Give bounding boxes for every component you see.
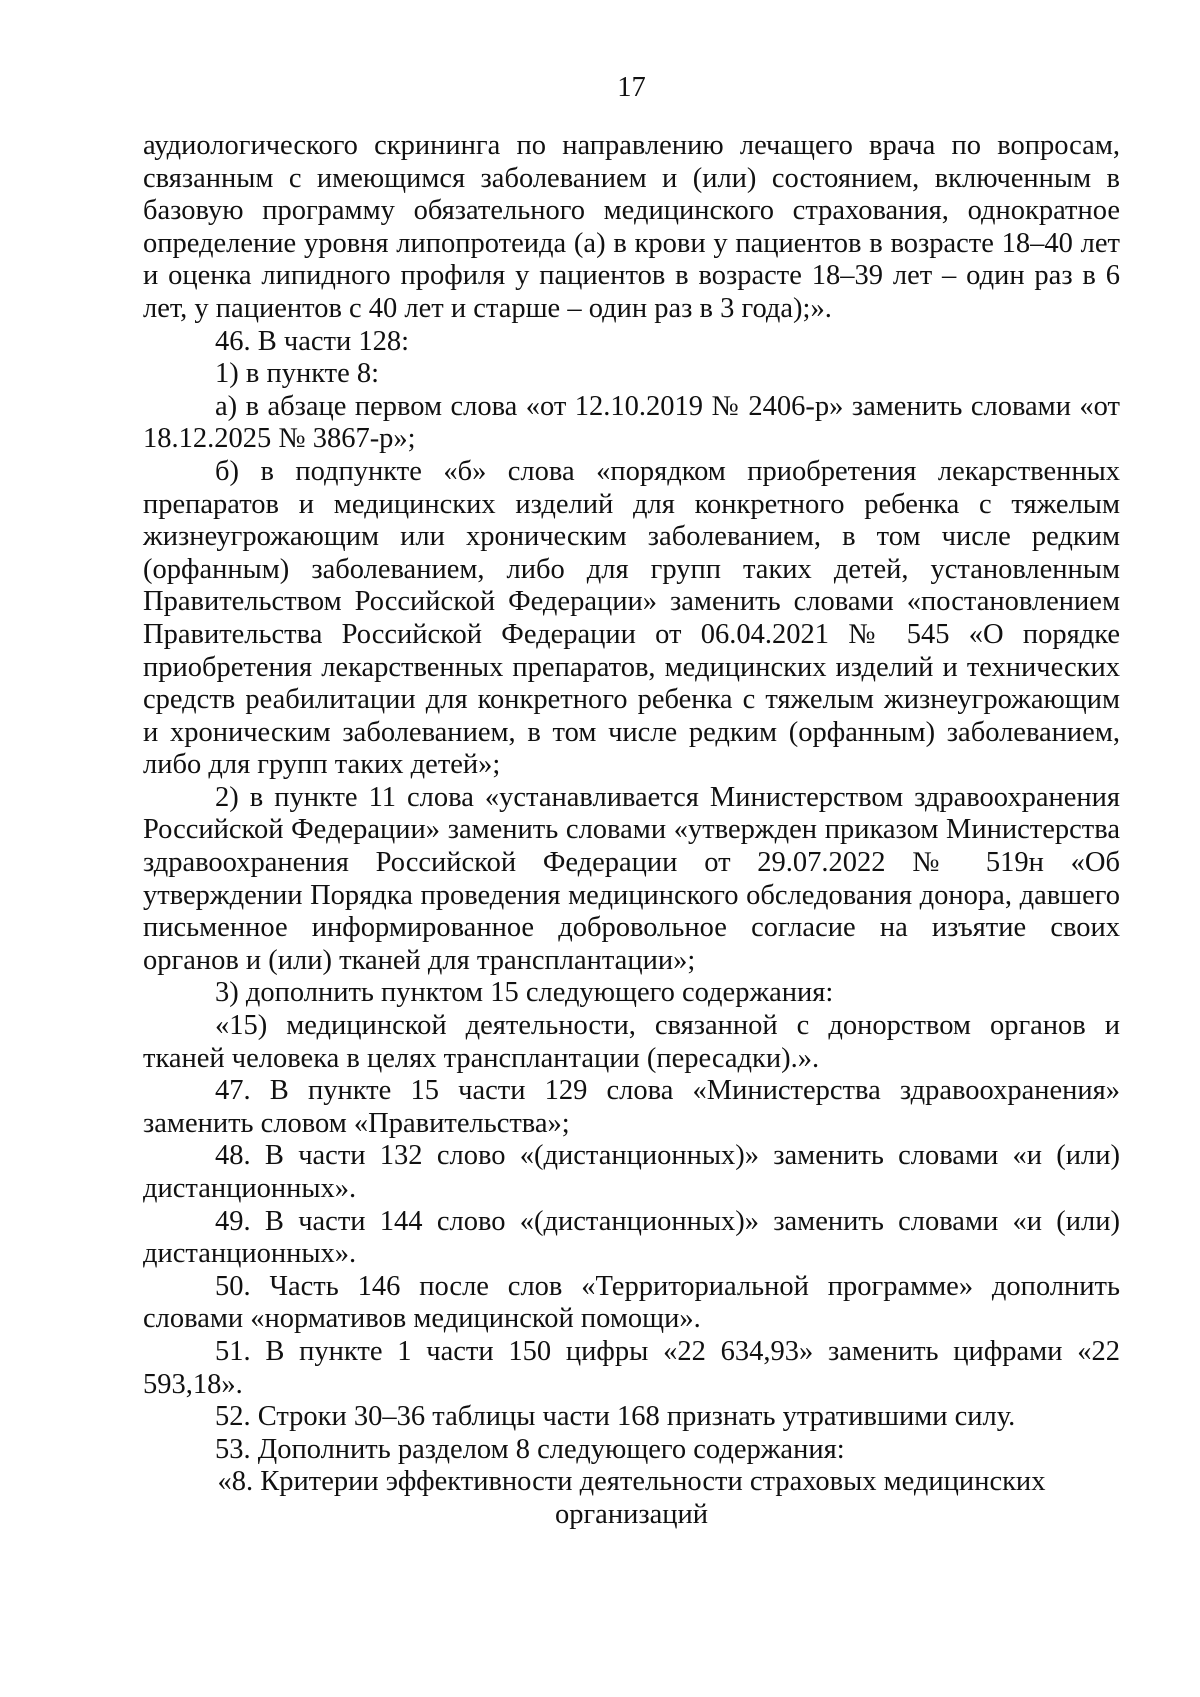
document-body bbox=[143, 130, 1120, 1532]
paragraph-subitem-a: а) в абзаце первом слова «от 12.10.2019 № 2406-р» заменить словами «от 18.12.2025 № 3867-р»; bbox=[143, 390, 1120, 455]
paragraph-item-51: 51. В пункте 1 части 150 цифры «22 634,93» заменить цифрами «22 593,18». bbox=[143, 1335, 1120, 1400]
paragraph-item-49: 49. В части 144 слово «(дистанционных)» заменить словами «и (или) дистанционных». bbox=[143, 1205, 1120, 1270]
paragraph-subitem-2: 2) в пункте 11 слова «устанавливается Министерством здравоохранения Российской Федерации» заменить словами «утвержден приказом Министерства здравоохранения Российской Федерации от 29.07.2022 № 519н «Об утверждении Порядка проведения медицинского обследования донора, давшего письменное информированное добровольное согласие на изъятие своих органов и (или) тканей для трансплантации»; bbox=[143, 781, 1120, 976]
paragraph-item-48: 48. В части 132 слово «(дистанционных)» заменить словами «и (или) дистанционных». bbox=[143, 1140, 1120, 1204]
paragraph-quote-15: «15) медицинской деятельности, связанной с донорством органов и тканей человека в целях трансплантации (пересадки).». bbox=[143, 1010, 1120, 1074]
paragraph-item-53: 53. Дополнить разделом 8 следующего содержания: bbox=[215, 1433, 845, 1465]
paragraph-item-46: 46. В части 128: bbox=[215, 325, 410, 357]
paragraph-continuation: аудиологического скрининга по направлению лечащего врача по вопросам, связанным с имеющимся заболеванием и (или) состоянием, включенным в базовую программу обязательного медицинского страхования, однократное определение уровня липопротеида (а) в крови у пациентов в возрасте 18–40 лет и оценка липидного профиля у пациентов в возрасте 18–39 лет – один раз в 6 лет, у пациентов с 40 лет и старше – один раз в 3 года);». bbox=[143, 130, 1120, 324]
section-heading-line-2: организаций bbox=[554, 1498, 708, 1530]
section-heading-line-1: «8. Критерии эффективности деятельности страховых медицинских bbox=[217, 1466, 1046, 1498]
paragraph-item-52: 52. Строки 30–36 таблицы части 168 признать утратившими силу. bbox=[215, 1401, 1016, 1433]
paragraph-item-50: 50. Часть 146 после слов «Территориальной программе» дополнить словами «нормативов медицинской помощи». bbox=[143, 1270, 1120, 1335]
paragraph-item-47: 47. В пункте 15 части 129 слова «Министерства здравоохранения» заменить словом «Правительства»; bbox=[143, 1075, 1120, 1139]
paragraph-subitem-3: 3) дополнить пунктом 15 следующего содержания: bbox=[215, 977, 834, 1009]
paragraph-subitem-b: б) в подпункте «б» слова «порядком приобретения лекарственных препаратов и медицинских изделий для конкретного ребенка с тяжелым жизнеугрожающим или хроническим заболеванием, в том числе редким (орфанным) заболеванием, либо для групп таких детей, установленным Правительством Российской Федерации» заменить словами «постановлением Правительства Российской Федерации от 06.04.2021 № 545 «О порядке приобретения лекарственных препаратов, медицинских изделий и технических средств реабилитации для конкретного ребенка с тяжелым жизнеугрожающим и хроническим заболеванием, в том числе редким (орфанным) заболеванием, либо для групп таких детей»; bbox=[143, 455, 1120, 781]
paragraph-subitem-1: 1) в пункте 8: bbox=[215, 358, 380, 390]
page-number: 17 bbox=[617, 72, 646, 103]
section-heading bbox=[143, 1466, 1120, 1531]
